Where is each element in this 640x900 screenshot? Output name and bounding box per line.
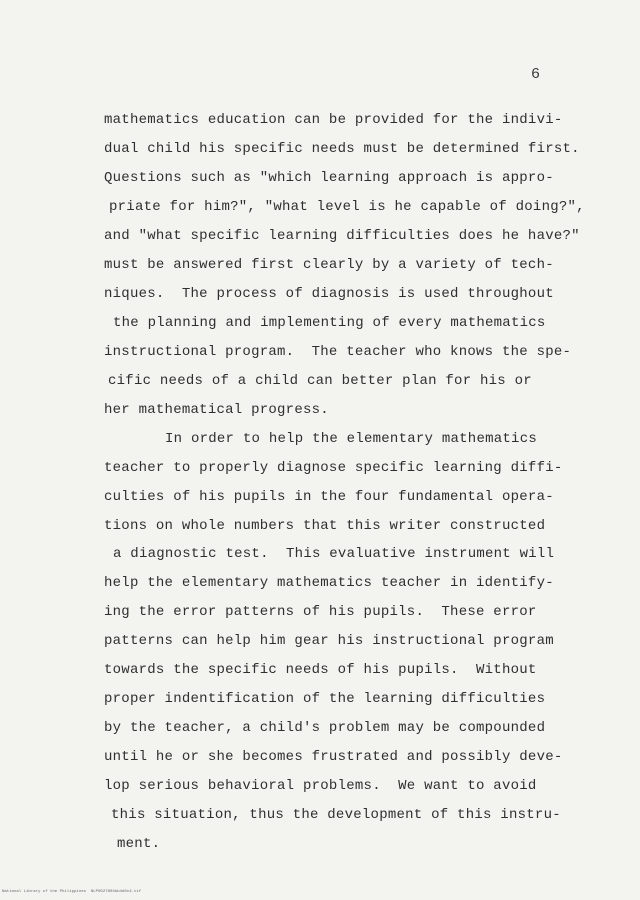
body-text-line: cific needs of a child can better plan for his or: [108, 373, 532, 389]
body-text-line: dual child his specific needs must be determined first.: [104, 141, 580, 157]
body-text-line: by the teacher, a child's problem may be compounded: [104, 720, 546, 736]
body-text-line: the planning and implementing of every mathematics: [113, 315, 546, 331]
body-text-line: instructional program. The teacher who knows the spe-: [104, 344, 572, 360]
body-text-line: priate for him?", "what level is he capable of doing?",: [109, 199, 585, 215]
body-text-line: until he or she becomes frustrated and possibly deve-: [104, 749, 563, 765]
body-text-line: culties of his pupils in the four fundamental opera-: [104, 489, 554, 505]
body-text-line: tions on whole numbers that this writer constructed: [104, 518, 546, 534]
body-text-line: towards the specific needs of his pupils. Without: [104, 662, 537, 678]
body-text-line: Questions such as "which learning approach is appro-: [104, 170, 554, 186]
body-text-line: teacher to properly diagnose specific learning diffi-: [104, 460, 563, 476]
body-text-line: In order to help the elementary mathematics: [165, 431, 538, 447]
body-text-line: must be answered first clearly by a variety of tech-: [104, 257, 554, 273]
body-text-line: ment.: [117, 836, 161, 852]
body-text-line: niques. The process of diagnosis is used throughout: [104, 286, 554, 302]
body-text-line: proper indentification of the learning difficulties: [104, 691, 546, 707]
body-text-line: lop serious behavioral problems. We want to avoid: [104, 778, 537, 794]
page-number: 6: [531, 66, 541, 83]
body-text-line: this situation, thus the development of this instru-: [111, 807, 561, 823]
body-text-line: ing the error patterns of his pupils. These error: [104, 604, 537, 620]
body-text-line: mathematics education can be provided for the indivi-: [104, 112, 563, 128]
body-text-line: her mathematical progress.: [104, 402, 329, 418]
scan-footer: National Library of the Philippines NLP0027804bb4d0c4.tif: [2, 890, 142, 894]
body-text-line: patterns can help him gear his instructional program: [104, 633, 554, 649]
body-text-line: help the elementary mathematics teacher in identify-: [104, 575, 554, 591]
body-text-line: a diagnostic test. This evaluative instrument will: [113, 546, 555, 562]
body-text-line: and "what specific learning difficulties does he have?": [104, 228, 580, 244]
